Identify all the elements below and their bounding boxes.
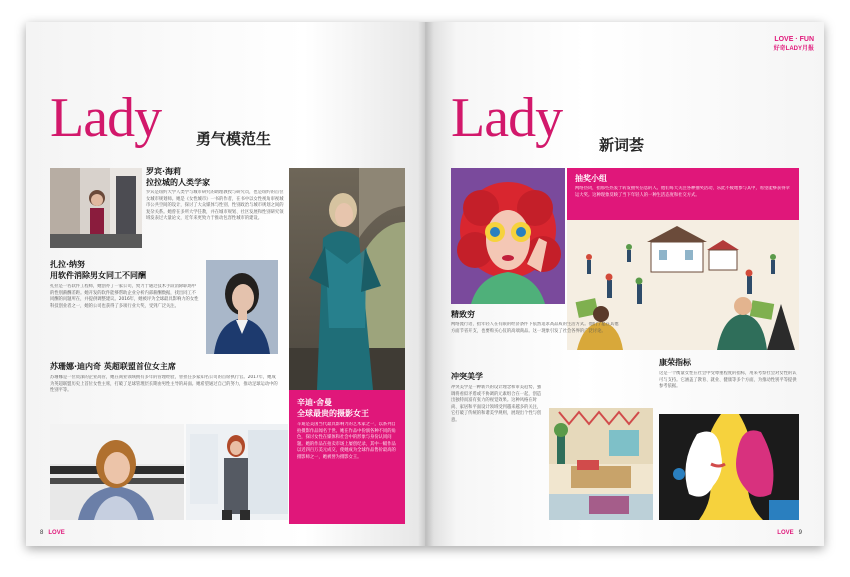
section4-heading: 康荣指标	[659, 358, 691, 367]
illustration-faces	[659, 414, 799, 520]
story2-headline: 用软件消除男女同工不同酬	[50, 271, 146, 280]
section2-heading: 精致穷	[451, 310, 475, 319]
magazine-spread	[26, 22, 824, 546]
section1-box	[567, 168, 799, 220]
story3-body: 苏珊娜是一位资深的企业高管，她在商业领域拥有多年的管理经验，曾担任多家知名公司的首席执行官。2017年，她成为英超联盟历史上首位女性主席，打破了足球管理层长期由男性主导的局面。她希望通过自己的努力，推动足球运动中的性别平等。	[50, 375, 278, 394]
right-subtitle: 新词荟	[599, 136, 645, 154]
story4-body: 辛迪是美国当代最具影响力的艺术家之一，以系列自拍摄影作品闻名于世。她在作品中扮演各种不同的角色，探讨女性在媒体和社会中的形象与身份认同问题。她的作品在拍卖市场上屡创纪录，其中一幅作品以近四百万美元成交，使她成为全球作品售价最高的摄影师之一，她被誉为摄影女王。	[297, 422, 396, 460]
story3-name: 苏珊娜·迪内奇	[50, 362, 102, 371]
section3-body: 冲突美学是一种新兴的设计理念和审美趋势，强调将看似矛盾或不协调的元素组合在一起，创造出独特而富有张力的视觉效果。这种风格在时尚、家居和平面设计领域受到越来越多的关注，它打破了传统的和谐美学规则，展现出个性与创意。	[451, 385, 542, 423]
story2-name: 扎拉·纳努	[50, 260, 86, 269]
right-page	[425, 22, 824, 546]
book-gutter	[418, 22, 434, 546]
illustration-sunglasses	[451, 168, 565, 304]
left-page-number: 8	[40, 530, 44, 536]
story4-caption-box	[289, 390, 405, 524]
story3-headline: 英超联盟首位女主席	[103, 362, 176, 371]
story4-photo	[289, 168, 405, 390]
story4-name: 辛迪·舍曼	[297, 398, 333, 407]
right-footer-brand: LOVE	[777, 530, 794, 536]
right-header-brand: LOVE · FUN	[774, 36, 814, 43]
section3-heading: 冲突美学	[451, 372, 483, 381]
right-footer	[777, 530, 802, 536]
left-subtitle: 勇气模范生	[196, 130, 272, 148]
left-footer	[40, 530, 65, 536]
right-title: Lady	[451, 87, 563, 149]
story1-photo	[50, 168, 142, 248]
right-header	[774, 36, 814, 52]
left-title: Lady	[50, 87, 162, 149]
section1-body: 网络热词，指那些热衷于转发抽奖信息的人。他们每天关注各种抽奖活动，乐此不疲地参与其中，希望能够获得幸运大奖。这种现象反映了当下年轻人的一种生活态度和社交方式。	[575, 186, 790, 198]
right-header-sub: 好奇LADY月报	[773, 46, 814, 52]
section4-body: 这是一个衡量女性在社会中受尊重程度的指标，用来考察社会对女性的认可与支持。它涵盖了教育、就业、健康等多个方面，为推动性别平等提供参考依据。	[659, 371, 797, 390]
section1-heading: 抽奖小组	[575, 174, 607, 183]
illustration-room	[549, 408, 653, 520]
story1-name: 罗宾·海莉	[146, 167, 182, 176]
story1-headline: 拉拉城的人类学家	[146, 178, 210, 187]
section2-body: 网络流行语，指年轻人在有限的经济条件下依然追求高品质的生活方式。他们宁愿在其他方面节省开支，也要购买心仪的高端商品。这一现象引发了社会各界的广泛讨论。	[451, 322, 619, 334]
story3-photo-b	[186, 424, 288, 520]
left-footer-brand: LOVE	[48, 530, 65, 536]
story3-photo-a	[50, 424, 184, 520]
story1-body: 罗宾是纽约大学人类学与城市研究的助理教授与研究员，也是纽约的首位女城市规划师。她是《女性城市》一书的作者，在书中以女性视角审视城市公共空间的设计，探讨了大众媒体与性别、性别政治与城市规划之间的复杂关系。她曾在多所大学任教，并在城市规划、社区发展和性别研究领域发表过大量论文，近年来更致力于推动包容性城市的建设。	[146, 190, 284, 222]
story2-body: 扎拉是一名软件工程师，她创办了一家公司，致力于通过技术手段消除职场中的性别薪酬差距。她开发的软件能够帮助企业分析内部薪酬数据，找出同工不同酬的问题所在，并提供调整建议。2016年，她被评为全球最具影响力的女性科技创业者之一，她的公司也获得了多项行业大奖，受到广泛关注。	[50, 284, 199, 309]
left-page	[26, 22, 425, 546]
story2-photo	[206, 260, 278, 354]
story4-headline: 全球最贵的摄影女王	[297, 409, 369, 418]
right-page-number: 9	[798, 530, 802, 536]
